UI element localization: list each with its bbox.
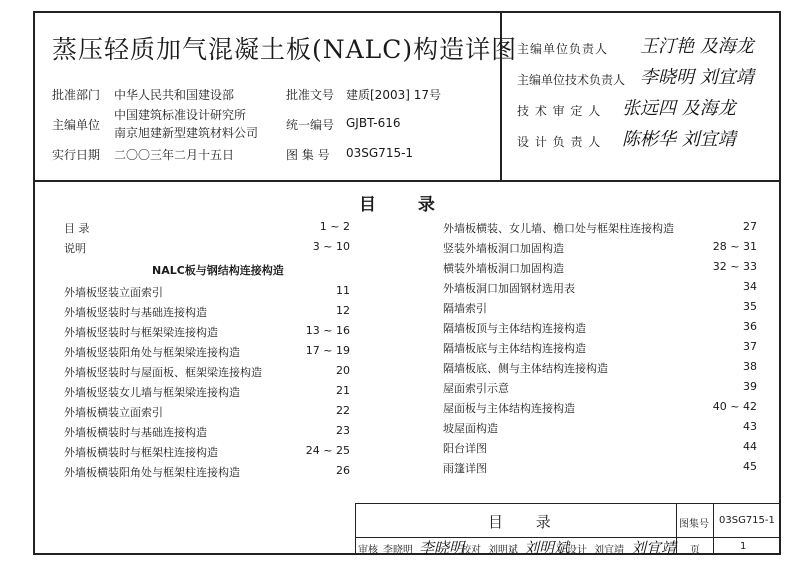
toc-row-page: 32 ~ 33 bbox=[712, 260, 757, 273]
toc-row-label: 隔墙板底、侧与主体结构连接构造 bbox=[443, 362, 608, 375]
toc-row-page: 45 bbox=[743, 460, 757, 473]
toc-row[interactable] bbox=[443, 300, 757, 318]
toc-row-page: 20 bbox=[336, 364, 350, 377]
toc-row[interactable] bbox=[64, 284, 350, 302]
toc-row-label: 坡屋面构造 bbox=[443, 422, 498, 435]
title-block-review-label: 审核 bbox=[358, 545, 378, 556]
toc-row[interactable] bbox=[64, 404, 350, 422]
approval-dept-value: 中华人民共和国建设部 bbox=[114, 88, 235, 102]
toc-row-page: 24 ~ 25 bbox=[305, 444, 350, 457]
toc-row-page: 3 ~ 10 bbox=[312, 240, 350, 253]
toc-row-label: 外墙板横装立面索引 bbox=[64, 406, 163, 419]
title-block-top-line bbox=[355, 503, 781, 504]
toc-row-page: 27 bbox=[743, 220, 757, 233]
toc-row[interactable] bbox=[443, 420, 757, 438]
toc-row-label: 外墙板横装时与基础连接构造 bbox=[64, 426, 207, 439]
toc-row-page: 28 ~ 31 bbox=[712, 240, 757, 253]
title-block-atlas-divider bbox=[676, 503, 677, 555]
toc-row-page: 38 bbox=[743, 360, 757, 373]
toc-row-page: 34 bbox=[743, 280, 757, 293]
toc-row-page: 17 ~ 19 bbox=[305, 344, 350, 357]
toc-row[interactable] bbox=[64, 424, 350, 442]
editor-unit-label: 主编单位 bbox=[52, 118, 101, 132]
toc-row-label: 隔墙索引 bbox=[443, 302, 487, 315]
title-block-check-label: 校对 bbox=[461, 545, 481, 556]
toc-row-page: 1 ~ 2 bbox=[319, 220, 350, 233]
effective-date-value: 二〇〇三年二月十五日 bbox=[114, 148, 235, 162]
toc-row[interactable] bbox=[443, 400, 757, 418]
approval-dept-label: 批准部门 bbox=[52, 88, 101, 102]
toc-row-label: 外墙板竖装女儿墙与框架梁连接构造 bbox=[64, 386, 240, 399]
toc-row-page: 22 bbox=[336, 404, 350, 417]
toc-row-label: 外墙板竖装阳角处与框架梁连接构造 bbox=[64, 346, 240, 359]
toc-row-label: 外墙板竖装时与框架梁连接构造 bbox=[64, 326, 218, 339]
toc-row[interactable] bbox=[64, 364, 350, 382]
title-block-check-signature: 刘明斌 bbox=[524, 539, 570, 557]
toc-row[interactable] bbox=[443, 380, 757, 398]
title-block-page-value: 1 bbox=[740, 541, 747, 552]
title-block-name: 目 录 bbox=[488, 513, 565, 531]
toc-row-label: 外墙板竖装立面索引 bbox=[64, 286, 163, 299]
toc-row-page: 12 bbox=[336, 304, 350, 317]
toc-row-page: 37 bbox=[743, 340, 757, 353]
toc-row[interactable] bbox=[64, 324, 350, 342]
atlas-no-label: 图 集 号 bbox=[286, 148, 330, 162]
toc-row[interactable] bbox=[64, 384, 350, 402]
unified-no-label: 统一编号 bbox=[286, 118, 335, 132]
toc-row-page: 35 bbox=[743, 300, 757, 313]
approval-doc-label: 批准文号 bbox=[286, 88, 335, 102]
toc-row[interactable] bbox=[64, 444, 350, 462]
toc-row-label: 横装外墙板洞口加固构造 bbox=[443, 262, 564, 275]
chief-unit-head-signature: 王汀艳 及海龙 bbox=[640, 36, 754, 57]
toc-row[interactable] bbox=[64, 220, 350, 238]
title-block-atlas-label: 图集号 bbox=[679, 519, 709, 530]
toc-row[interactable] bbox=[443, 320, 757, 338]
toc-row-page: 11 bbox=[336, 284, 350, 297]
toc-row[interactable] bbox=[443, 440, 757, 458]
toc-row-label: 隔墙板顶与主体结构连接构造 bbox=[443, 322, 586, 335]
toc-row-label: 外墙板洞口加固钢材选用表 bbox=[443, 282, 575, 295]
toc-row-page: 43 bbox=[743, 420, 757, 433]
toc-row-page: 23 bbox=[336, 424, 350, 437]
toc-row-label: 目 录 bbox=[64, 222, 90, 235]
toc-heading: 目 录 bbox=[359, 195, 453, 215]
tech-reviewer-label: 技 术 审 定 人 bbox=[517, 104, 602, 118]
toc-row-page: 44 bbox=[743, 440, 757, 453]
unified-no-value: GJBT-616 bbox=[346, 116, 401, 130]
design-lead-label: 设 计 负 责 人 bbox=[517, 135, 602, 149]
title-block-design-name: 刘宜靖 bbox=[594, 545, 624, 556]
toc-row[interactable] bbox=[64, 240, 350, 258]
title-block-page-label: 页 bbox=[690, 545, 700, 556]
toc-row[interactable] bbox=[443, 360, 757, 378]
toc-row-page: 36 bbox=[743, 320, 757, 333]
toc-row-label: 雨篷详图 bbox=[443, 462, 487, 475]
title-block-left-line bbox=[355, 503, 356, 555]
toc-row-page: 26 bbox=[336, 464, 350, 477]
tech-reviewer-signature: 张远四 及海龙 bbox=[622, 98, 736, 119]
toc-row[interactable] bbox=[443, 220, 757, 238]
title-block-review-name: 李晓明 bbox=[383, 545, 413, 556]
title-block-design-label: 设计 bbox=[567, 545, 587, 556]
toc-row-label: 屋面索引示意 bbox=[443, 382, 509, 395]
title-block-review-signature: 李晓明 bbox=[419, 539, 465, 557]
toc-row-label: 阳台详图 bbox=[443, 442, 487, 455]
header-divider bbox=[33, 180, 781, 182]
chief-tech-head-label: 主编单位技术负责人 bbox=[517, 73, 626, 87]
title-block-atlas-divider-2 bbox=[713, 503, 714, 555]
editor-unit-line1: 中国建筑标准设计研究所 bbox=[114, 108, 247, 122]
approval-doc-value: 建质[2003] 17号 bbox=[346, 88, 441, 102]
chief-unit-head-label: 主编单位负责人 bbox=[517, 42, 609, 56]
toc-row-page: 21 bbox=[336, 384, 350, 397]
effective-date-label: 实行日期 bbox=[52, 148, 101, 162]
toc-row-label: 外墙板竖装时与基础连接构造 bbox=[64, 306, 207, 319]
toc-row[interactable] bbox=[64, 344, 350, 362]
toc-row-label: 竖装外墙板洞口加固构造 bbox=[443, 242, 564, 255]
toc-row[interactable] bbox=[443, 240, 757, 258]
toc-row[interactable] bbox=[443, 260, 757, 278]
document-title: 蒸压轻质加气混凝土板(NALC)构造详图 bbox=[52, 35, 518, 64]
toc-section-heading: NALC板与钢结构连接构造 bbox=[152, 264, 284, 277]
toc-row-label: 外墙板横装时与框架柱连接构造 bbox=[64, 446, 218, 459]
toc-row[interactable] bbox=[443, 340, 757, 358]
toc-row-label: 外墙板横装阳角处与框架柱连接构造 bbox=[64, 466, 240, 479]
toc-row-label: 隔墙板底与主体结构连接构造 bbox=[443, 342, 586, 355]
editor-unit-line2: 南京旭建新型建筑材料公司 bbox=[114, 126, 259, 140]
toc-row-page: 40 ~ 42 bbox=[712, 400, 757, 413]
toc-row-label: 屋面板与主体结构连接构造 bbox=[443, 402, 575, 415]
toc-row-label: 外墙板竖装时与屋面板、框架梁连接构造 bbox=[64, 366, 262, 379]
toc-row-label: 外墙板横装、女儿墙、檐口处与框架柱连接构造 bbox=[443, 222, 674, 235]
toc-row[interactable] bbox=[64, 464, 350, 482]
design-lead-signature: 陈彬华 刘宜靖 bbox=[622, 129, 736, 150]
title-block-check-name: 刘明斌 bbox=[488, 545, 518, 556]
toc-row-page: 13 ~ 16 bbox=[305, 324, 350, 337]
chief-tech-head-signature: 李晓明 刘宜靖 bbox=[640, 67, 754, 88]
toc-row-page: 39 bbox=[743, 380, 757, 393]
atlas-no-value: 03SG715-1 bbox=[346, 146, 414, 160]
toc-row[interactable] bbox=[443, 460, 757, 478]
toc-row[interactable] bbox=[64, 304, 350, 322]
title-block-atlas-value: 03SG715-1 bbox=[719, 515, 775, 526]
toc-row-label: 说明 bbox=[64, 242, 86, 255]
title-block-design-signature: 刘宜靖 bbox=[631, 539, 677, 557]
toc-row[interactable] bbox=[443, 280, 757, 298]
